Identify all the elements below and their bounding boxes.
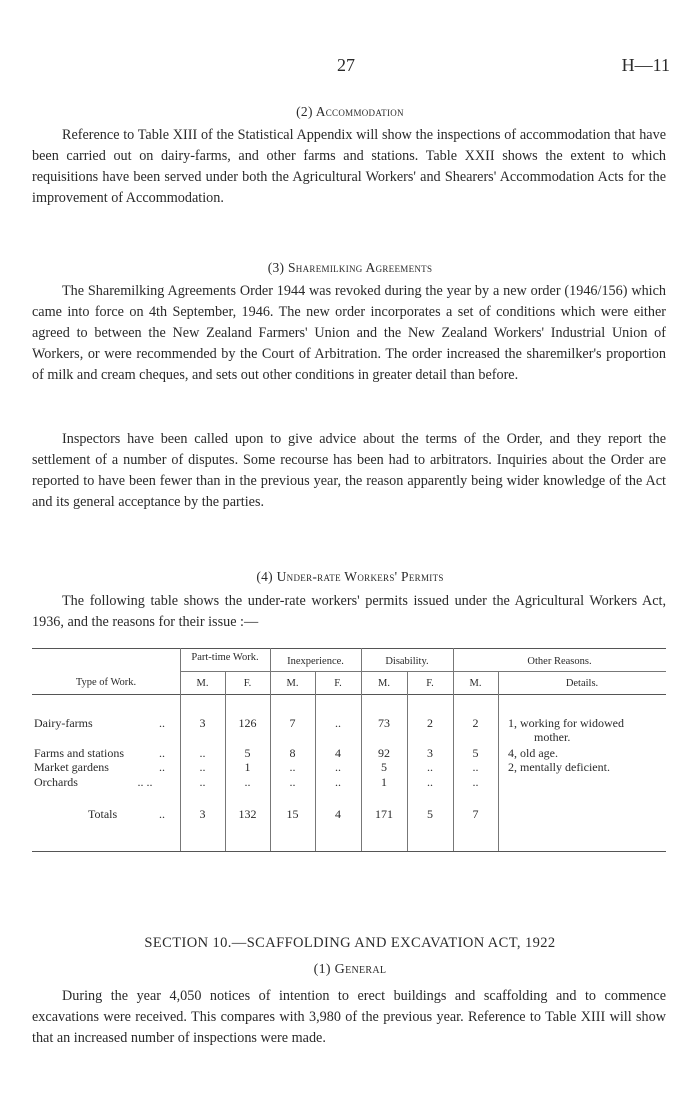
cell-inx-m: 15 — [286, 807, 299, 821]
running-header — [0, 55, 700, 79]
header-m: M. — [469, 678, 482, 689]
scaffolding-general-heading: (1) General — [313, 962, 387, 977]
header-m: M. — [378, 678, 390, 689]
permits-paragraph: The following table shows the under-rate workers' permits issued under the Agricultural Workers Act, 1936, and the reasons for their issue :— — [32, 593, 666, 630]
row-leader: .. .. — [137, 775, 153, 789]
header-inexperience: Inexperience. — [287, 656, 344, 667]
header-part-time: Part-time Work. — [191, 652, 259, 663]
accommodation-paragraph: Reference to Table XIII of the Statistical Appendix will show the inspections of accommodation that have been carried out on dairy-farms, and other farms and stations. Table XXII shows the extent to which requisitions have been served under both the Agricultural Workers' and Shearers' Accommodation Acts for the improvement of Accommodation. — [32, 127, 666, 206]
header-m: M. — [196, 678, 209, 689]
row-leader: .. — [159, 746, 165, 760]
cell-oth-m: 7 — [472, 807, 479, 821]
row-leader: .. — [159, 716, 165, 730]
cell-inx-f: 4 — [335, 807, 341, 821]
scaffolding-paragraph: During the year 4,050 notices of intention to erect buildings and scaffolding and to commence excavations were received. This compares with 3,980 of the previous year. Reference to Table XIII will show that an increased number of inspections were made. — [32, 988, 666, 1046]
row-type: Dairy-farms — [34, 716, 93, 730]
cell-dis-f: 3 — [427, 746, 433, 760]
table-header-rule — [32, 694, 666, 695]
cell-inx-f: .. — [335, 775, 341, 789]
cell-oth-m: 5 — [472, 746, 479, 760]
cell-dis-f: 2 — [427, 716, 433, 730]
cell-inx-m: 8 — [289, 746, 296, 760]
reason-detail: mother. — [534, 730, 571, 744]
sharemilking-paragraph-1: The Sharemilking Agreements Order 1944 was revoked during the year by a new order (1946/156) which came into force on 4th September, 1946. The new order incorporates a set of conditions which were either agreed to between the New Zealand Farmers' Union and the New Zealand Workers' Industrial Union of Workers, or were recommended by the Court of Arbitration. The order increased the sharemilker's proportion of milk and cream cheques, and sets out other conditions in greater detail than before. — [32, 283, 666, 383]
accommodation-heading: (2) Accommodation — [296, 104, 404, 119]
header-type-of-work: Type of Work. — [75, 677, 137, 688]
header-f: F. — [243, 678, 252, 689]
table-subheader-rule — [180, 671, 666, 672]
reason-detail: 1, working for widowed — [508, 716, 624, 730]
cell-inx-f: .. — [335, 760, 341, 774]
cell-inx-m: .. — [289, 775, 296, 789]
row-type: Market gardens — [34, 760, 109, 774]
row-leader: .. — [159, 807, 165, 821]
table-bottom-rule — [32, 851, 666, 852]
cell-pt-m: 3 — [199, 716, 206, 730]
section-10-title: SECTION 10.—SCAFFOLDING AND EXCAVATION ACT, 1922 — [144, 935, 556, 951]
cell-pt-f: 126 — [238, 716, 257, 730]
header-m: M. — [286, 678, 299, 689]
cell-pt-m: 3 — [199, 807, 206, 821]
row-type: Orchards — [34, 775, 78, 789]
header-details: Details. — [565, 678, 599, 689]
header-other-reasons: Other Reasons. — [527, 656, 592, 667]
cell-pt-f: 132 — [238, 807, 257, 821]
cell-dis-f: 5 — [427, 807, 433, 821]
table-top-rule — [32, 648, 666, 649]
cell-dis-f: .. — [427, 760, 433, 774]
row-type: Farms and stations — [34, 746, 124, 760]
row-leader: .. — [159, 760, 165, 774]
cell-pt-f: .. — [244, 775, 251, 789]
page-number: 27 — [337, 55, 355, 75]
header-f: F. — [334, 678, 342, 689]
cell-dis-f: .. — [427, 775, 433, 789]
cell-pt-m: .. — [199, 760, 206, 774]
cell-inx-m: 7 — [289, 716, 296, 730]
header-f: F. — [426, 678, 434, 689]
cell-pt-m: .. — [199, 746, 206, 760]
cell-dis-m: 171 — [375, 807, 393, 821]
reason-detail: 2, mentally deficient. — [508, 760, 610, 774]
cell-pt-m: .. — [199, 775, 206, 789]
cell-oth-m: .. — [472, 775, 479, 789]
document-reference: H—11 — [621, 55, 670, 75]
sharemilking-paragraph-2: Inspectors have been called upon to give advice about the terms of the Order, and they report the settlement of a number of disputes. Some recourse has been had to arbitrators. Inquiries about the Order are reported to have been fewer than in the previous year, the reason apparently being wider knowledge of the Act and its general acceptance by the parties. — [32, 431, 666, 510]
sharemilking-heading: (3) Sharemilking Agreements — [267, 260, 433, 275]
cell-inx-m: .. — [289, 760, 296, 774]
col-divider — [498, 671, 499, 851]
cell-dis-m: 73 — [378, 716, 390, 730]
cell-dis-m: 92 — [378, 746, 390, 760]
cell-inx-f: 4 — [335, 746, 341, 760]
cell-inx-f: .. — [335, 716, 341, 730]
cell-oth-m: .. — [472, 760, 479, 774]
reason-detail: 4, old age. — [508, 746, 558, 760]
permits-heading: (4) Under-rate Workers' Permits — [256, 569, 444, 584]
cell-pt-f: 5 — [244, 746, 251, 760]
totals-label: Totals — [88, 807, 118, 821]
cell-oth-m: 2 — [472, 716, 479, 730]
cell-pt-f: 1 — [244, 760, 251, 774]
header-disability: Disability. — [385, 656, 429, 667]
permits-table — [32, 648, 666, 854]
cell-dis-m: 1 — [381, 775, 387, 789]
cell-dis-m: 5 — [381, 760, 387, 774]
